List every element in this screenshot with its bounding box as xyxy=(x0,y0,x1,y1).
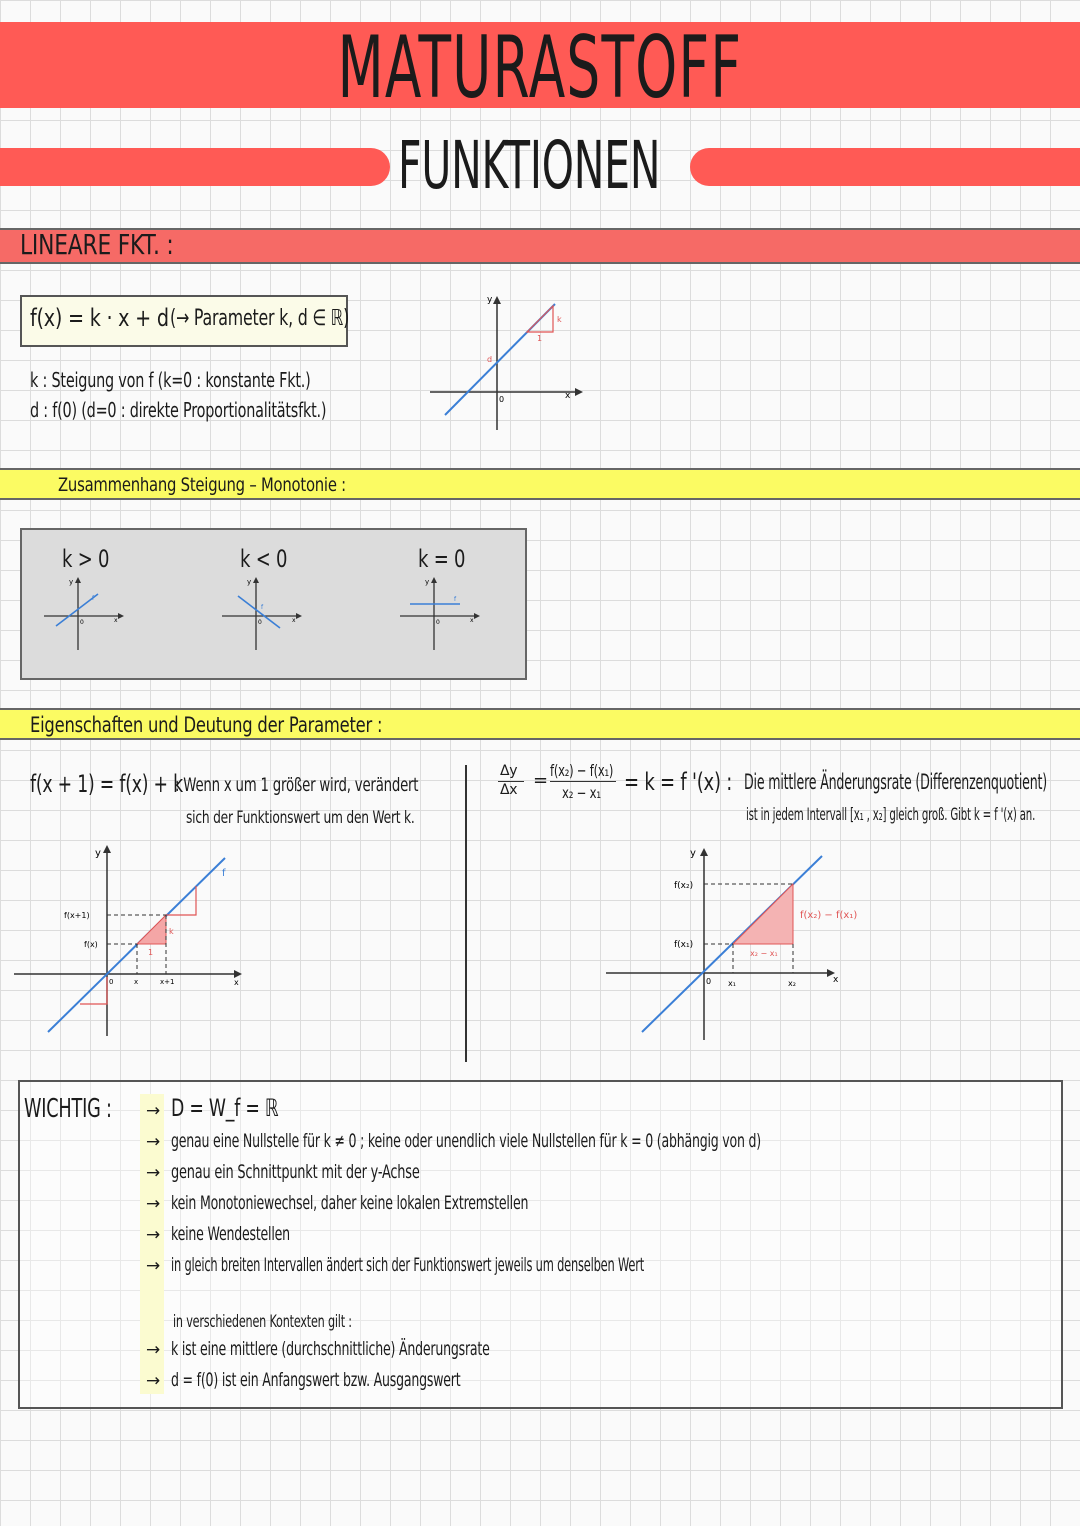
svg-text:y: y xyxy=(247,578,252,586)
case-k-negative-graph xyxy=(218,574,308,654)
subtitle-bar-right xyxy=(690,148,1080,186)
svg-text:0: 0 xyxy=(258,619,262,626)
case-k-positive-graph xyxy=(40,574,130,654)
right-text-1: Die mittlere Änderungsrate (Differenzenquotient) xyxy=(744,770,1048,794)
quotient-denominator: x₂ − x₁ xyxy=(562,784,601,802)
delta-y: Δy xyxy=(500,763,518,779)
svg-text:x: x xyxy=(134,978,139,986)
svg-text:0: 0 xyxy=(436,619,440,626)
important-label: WICHTIG : xyxy=(24,1094,112,1124)
graph1-one-label: 1 xyxy=(537,334,543,343)
quotient-numerator: f(x₂) − f(x₁) xyxy=(550,761,614,780)
delta-x: Δx xyxy=(500,782,518,798)
formula-main: f(x) = k · x + d xyxy=(30,304,169,332)
difference-quotient-graph xyxy=(600,840,858,1045)
case-k-zero-graph xyxy=(396,574,486,654)
list-item: → genau ein Schnittpunkt mit der y-Achse xyxy=(146,1161,421,1183)
arrow-icon: → xyxy=(146,1132,160,1152)
context-intro: in verschiedenen Kontexten gilt : xyxy=(173,1312,352,1332)
arrow-icon: → xyxy=(146,1101,160,1121)
svg-text:x: x xyxy=(470,617,474,624)
arrow-icon: → xyxy=(146,1163,160,1183)
equals-1: = xyxy=(533,770,548,791)
left-text-1: : Wenn x um 1 größer wird, verändert xyxy=(175,774,419,796)
subtitle-bar-left xyxy=(0,148,390,186)
k-definition: k : Steigung von f (k=0 : konstante Fkt.) xyxy=(30,368,311,392)
svg-text:x: x xyxy=(292,617,296,624)
quotient-equals-k: = k = f '(x) : xyxy=(624,768,733,796)
arrow-icon: → xyxy=(146,1194,160,1214)
list-item: → D = W_f = ℝ xyxy=(146,1094,279,1122)
d-definition: d : f(0) (d=0 : direkte Proportionalitätsfkt.) xyxy=(30,398,327,422)
svg-text:f(x₂): f(x₂) xyxy=(674,881,694,891)
graph1-origin: 0 xyxy=(499,395,505,404)
svg-text:0: 0 xyxy=(109,978,114,986)
quotient-fraction-line xyxy=(550,781,616,782)
page-subtitle: FUNKTIONEN xyxy=(398,127,661,204)
arrow-icon: → xyxy=(146,1340,160,1360)
graph1-d-label: d xyxy=(487,355,493,364)
svg-text:f: f xyxy=(92,595,95,602)
linear-function-graph xyxy=(425,290,585,435)
formula-parameter-note: (→ Parameter k, d ∈ ℝ) xyxy=(170,306,350,331)
svg-text:x+1: x+1 xyxy=(160,978,175,986)
case-k-positive-label: k > 0 xyxy=(62,545,110,573)
list-item: → keine Wendestellen xyxy=(146,1223,291,1245)
svg-text:f(x₁): f(x₁) xyxy=(674,940,694,950)
svg-text:0: 0 xyxy=(80,619,84,626)
eigenschaften-heading: Eigenschaften und Deutung der Parameter : xyxy=(30,713,383,737)
graph1-x-label: x xyxy=(565,391,571,401)
svg-text:0: 0 xyxy=(706,977,712,986)
arrow-icon: → xyxy=(146,1371,160,1391)
column-divider xyxy=(465,765,467,1062)
svg-text:x₂: x₂ xyxy=(788,979,796,988)
left-formula: f(x + 1) = f(x) + k xyxy=(30,770,183,798)
list-item: → d = f(0) ist ein Anfangswert bzw. Ausgangswert xyxy=(146,1369,461,1391)
svg-text:y: y xyxy=(425,578,430,586)
svg-text:k: k xyxy=(169,927,174,936)
list-item: → genau eine Nullstelle für k ≠ 0 ; keine oder unendlich viele Nullstellen für k = 0 (abhängig von d) xyxy=(146,1130,762,1152)
right-text-2: ist in jedem Intervall [x₁ , x₂] gleich groß. Gibt k = f '(x) an. xyxy=(746,805,1036,825)
list-item: → in gleich breiten Intervallen ändert sich der Funktionswert jeweils um denselben Wert xyxy=(146,1254,645,1276)
svg-text:f: f xyxy=(454,596,457,603)
svg-text:f: f xyxy=(222,868,226,879)
case-k-zero-label: k = 0 xyxy=(418,545,466,573)
svg-text:y: y xyxy=(690,848,696,859)
svg-text:x: x xyxy=(833,975,839,985)
svg-text:x: x xyxy=(234,978,239,987)
svg-text:x: x xyxy=(114,617,118,624)
monotonie-heading: Zusammenhang Steigung – Monotonie : xyxy=(58,474,346,496)
section-label: LINEARE FKT. : xyxy=(20,228,174,261)
left-text-2: sich der Funktionswert um den Wert k. xyxy=(186,808,415,828)
svg-text:y: y xyxy=(95,848,101,859)
svg-text:1: 1 xyxy=(148,948,154,957)
svg-text:f(x₂) − f(x₁): f(x₂) − f(x₁) xyxy=(800,910,858,921)
page-title: MATURASTOFF xyxy=(337,18,743,118)
context-list xyxy=(146,1334,1046,1396)
graph1-k-label: k xyxy=(557,315,562,324)
graph1-y-label: y xyxy=(487,295,493,305)
svg-text:x₂ − x₁: x₂ − x₁ xyxy=(750,949,778,958)
list-item: → k ist eine mittlere (durchschnittliche) Änderungsrate xyxy=(146,1338,491,1360)
list-item: → kein Monotoniewechsel, daher keine lokalen Extremstellen xyxy=(146,1192,529,1214)
svg-text:f: f xyxy=(261,604,264,611)
svg-text:y: y xyxy=(69,578,74,586)
arrow-icon: → xyxy=(146,1225,160,1245)
arrow-icon: → xyxy=(146,1256,160,1276)
left-property-graph xyxy=(10,840,250,1040)
svg-text:f(x): f(x) xyxy=(84,940,98,949)
svg-text:x₁: x₁ xyxy=(728,979,736,988)
case-k-negative-label: k < 0 xyxy=(240,545,288,573)
important-list xyxy=(146,1093,1046,1281)
svg-text:f(x+1): f(x+1) xyxy=(64,911,90,920)
